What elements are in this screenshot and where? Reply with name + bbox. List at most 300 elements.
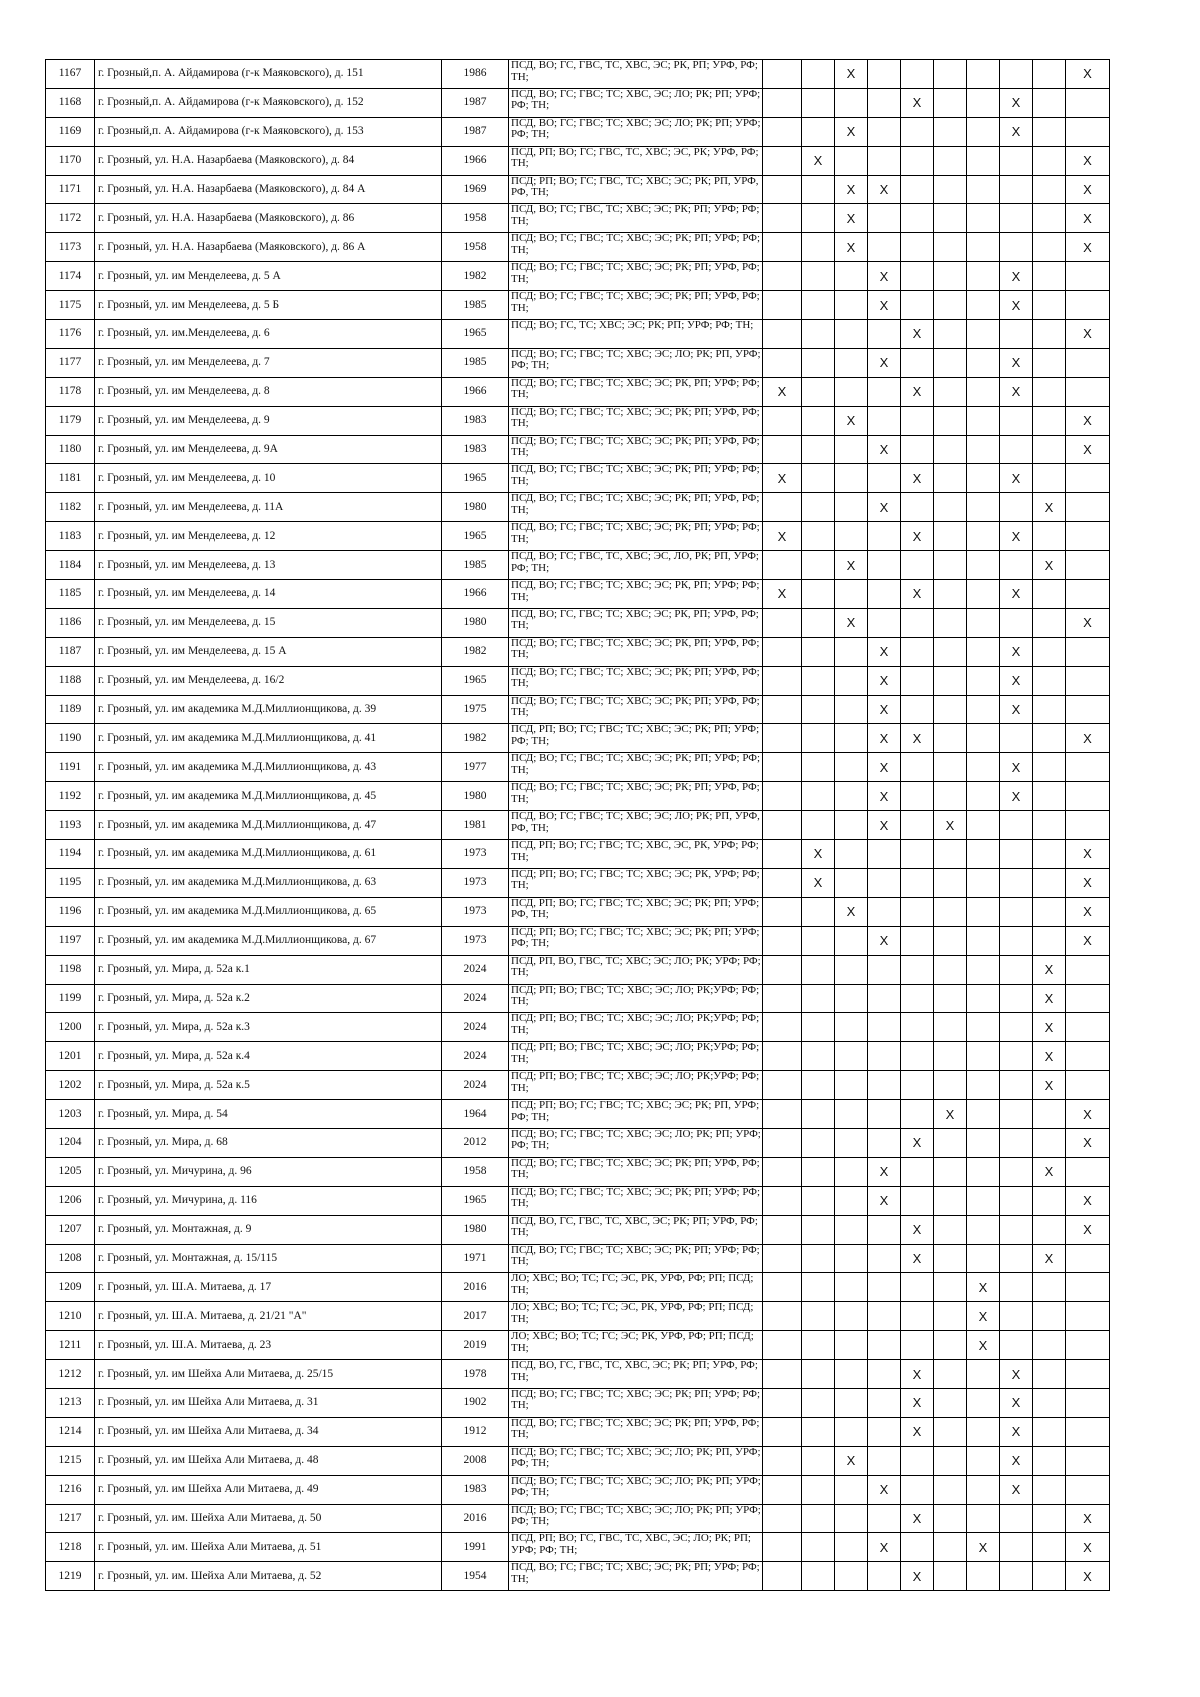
- build-year-cell: 1991: [442, 1533, 509, 1562]
- row-number: 1196: [46, 897, 95, 926]
- address-cell: г. Грозный, ул. Ш.А. Митаева, д. 21/21 "А": [95, 1302, 442, 1331]
- period-mark-cell: [835, 377, 868, 406]
- build-year-cell: 1986: [442, 60, 509, 89]
- period-mark-cell: [802, 464, 835, 493]
- period-mark-cell: [763, 1417, 802, 1446]
- period-mark-cell: X: [868, 753, 901, 782]
- period-mark-cell: [763, 840, 802, 869]
- build-year-cell: 1958: [442, 1157, 509, 1186]
- period-mark-cell: [901, 955, 934, 984]
- build-year-cell: 1965: [442, 666, 509, 695]
- period-mark-cell: [802, 1360, 835, 1389]
- period-mark-cell: [763, 666, 802, 695]
- period-mark-cell: [967, 291, 1000, 320]
- period-mark-cell: [763, 637, 802, 666]
- period-mark-cell: [934, 1388, 967, 1417]
- period-mark-cell: [1000, 1273, 1033, 1302]
- address-cell: г. Грозный, ул. им Менделеева, д. 14: [95, 580, 442, 609]
- period-mark-cell: [967, 1417, 1000, 1446]
- table-row: [46, 146, 1110, 175]
- period-mark-cell: X: [901, 377, 934, 406]
- period-mark-cell: [835, 782, 868, 811]
- period-mark-cell: [934, 551, 967, 580]
- period-mark-cell: X: [901, 88, 934, 117]
- row-number: 1194: [46, 840, 95, 869]
- period-mark-cell: [1066, 262, 1110, 291]
- period-mark-cell: X: [835, 117, 868, 146]
- period-mark-cell: X: [1033, 955, 1066, 984]
- period-mark-cell: [763, 291, 802, 320]
- period-mark-cell: X: [1000, 1388, 1033, 1417]
- row-number: 1180: [46, 435, 95, 464]
- build-year-cell: 1973: [442, 840, 509, 869]
- period-mark-cell: [1000, 1071, 1033, 1100]
- period-mark-cell: [1000, 60, 1033, 89]
- period-mark-cell: [1000, 724, 1033, 753]
- period-mark-cell: [1033, 868, 1066, 897]
- period-mark-cell: X: [868, 637, 901, 666]
- period-mark-cell: [802, 608, 835, 637]
- period-mark-cell: [1033, 262, 1066, 291]
- period-mark-cell: [967, 348, 1000, 377]
- period-mark-cell: [835, 984, 868, 1013]
- period-mark-cell: X: [835, 1446, 868, 1475]
- build-year-cell: 1982: [442, 724, 509, 753]
- address-cell: г. Грозный, ул. Мира, д. 52а к.2: [95, 984, 442, 1013]
- period-mark-cell: X: [967, 1331, 1000, 1360]
- build-year-cell: 1971: [442, 1244, 509, 1273]
- period-mark-cell: [1033, 897, 1066, 926]
- works-list-cell: ПСД, ВО; ГС; ГВС; ТС; ХВС; ЭС; РК; РП; УРФ; РФ; ТН;: [509, 1562, 763, 1591]
- period-mark-cell: [901, 1273, 934, 1302]
- period-mark-cell: [1033, 60, 1066, 89]
- build-year-cell: 1958: [442, 204, 509, 233]
- period-mark-cell: [934, 1215, 967, 1244]
- period-mark-cell: [1033, 88, 1066, 117]
- period-mark-cell: [1066, 464, 1110, 493]
- table-row: [46, 1302, 1110, 1331]
- period-mark-cell: [1000, 1215, 1033, 1244]
- period-mark-cell: X: [901, 522, 934, 551]
- period-mark-cell: [868, 1331, 901, 1360]
- period-mark-cell: X: [1033, 1071, 1066, 1100]
- period-mark-cell: X: [1000, 580, 1033, 609]
- build-year-cell: 2024: [442, 955, 509, 984]
- period-mark-cell: [763, 175, 802, 204]
- period-mark-cell: X: [868, 666, 901, 695]
- period-mark-cell: [802, 1388, 835, 1417]
- table-row: [46, 1157, 1110, 1186]
- period-mark-cell: X: [802, 146, 835, 175]
- row-number: 1204: [46, 1128, 95, 1157]
- row-number: 1214: [46, 1417, 95, 1446]
- period-mark-cell: [763, 1302, 802, 1331]
- period-mark-cell: X: [1033, 1013, 1066, 1042]
- period-mark-cell: X: [868, 1186, 901, 1215]
- period-mark-cell: [934, 435, 967, 464]
- works-list-cell: ПСД, ВО; ГС; ГВС; ТС; ХВС; ЭС; РК; РП; УРФ, РФ; ТН;: [509, 493, 763, 522]
- period-mark-cell: [802, 320, 835, 349]
- period-mark-cell: X: [1033, 551, 1066, 580]
- period-mark-cell: [967, 117, 1000, 146]
- works-list-cell: ПСД; ВО; ГС; ГВС; ТС; ХВС; ЭС; ЛО; РК; РП, УРФ; РФ; ТН;: [509, 1446, 763, 1475]
- period-mark-cell: [802, 926, 835, 955]
- build-year-cell: 1982: [442, 637, 509, 666]
- period-mark-cell: [1033, 1215, 1066, 1244]
- address-cell: г. Грозный, ул. им академика М.Д.Миллионщикова, д. 47: [95, 811, 442, 840]
- period-mark-cell: [835, 1071, 868, 1100]
- period-mark-cell: [967, 695, 1000, 724]
- period-mark-cell: [1033, 348, 1066, 377]
- period-mark-cell: [1033, 608, 1066, 637]
- period-mark-cell: [934, 1417, 967, 1446]
- period-mark-cell: [901, 262, 934, 291]
- table-row: [46, 608, 1110, 637]
- table-row: [46, 753, 1110, 782]
- period-mark-cell: [868, 464, 901, 493]
- table-row: [46, 1273, 1110, 1302]
- period-mark-cell: [763, 984, 802, 1013]
- period-mark-cell: X: [1000, 262, 1033, 291]
- table-row: [46, 175, 1110, 204]
- build-year-cell: 1987: [442, 117, 509, 146]
- period-mark-cell: X: [868, 811, 901, 840]
- period-mark-cell: [1066, 522, 1110, 551]
- table-row: [46, 1562, 1110, 1591]
- period-mark-cell: [835, 1331, 868, 1360]
- table-row: [46, 1533, 1110, 1562]
- period-mark-cell: [763, 88, 802, 117]
- works-list-cell: ПСД, ВО; ГС; ГВС; ТС; ХВС; ЭС; ЛО; РК; РП; УРФ; РФ; ТН;: [509, 117, 763, 146]
- works-list-cell: ПСД; ВО; ГС; ГВС; ТС; ХВС; ЭС; ЛО; РК; РП; УРФ; РФ; ТН;: [509, 1128, 763, 1157]
- period-mark-cell: [1033, 1128, 1066, 1157]
- period-mark-cell: [802, 897, 835, 926]
- period-mark-cell: X: [1000, 117, 1033, 146]
- period-mark-cell: [802, 1071, 835, 1100]
- period-mark-cell: X: [1066, 175, 1110, 204]
- period-mark-cell: [835, 1533, 868, 1562]
- table-row: [46, 1186, 1110, 1215]
- period-mark-cell: X: [1066, 1562, 1110, 1591]
- period-mark-cell: [1066, 1273, 1110, 1302]
- works-list-cell: ПСД; РП; ВО; ГС; ГВС; ТС; ХВС; ЭС; РК; РП, УРФ; РФ; ТН;: [509, 1100, 763, 1129]
- period-mark-cell: [1066, 695, 1110, 724]
- period-mark-cell: [835, 1302, 868, 1331]
- period-mark-cell: X: [1000, 753, 1033, 782]
- row-number: 1181: [46, 464, 95, 493]
- period-mark-cell: [934, 984, 967, 1013]
- table-row: [46, 377, 1110, 406]
- period-mark-cell: X: [1000, 88, 1033, 117]
- period-mark-cell: [1033, 291, 1066, 320]
- period-mark-cell: [763, 1273, 802, 1302]
- period-mark-cell: [967, 926, 1000, 955]
- works-list-cell: ПСД, РП; ВО; ГС; ГВС; ТС; ХВС; ЭС; РК; РП; УРФ; РФ; ТН;: [509, 724, 763, 753]
- period-mark-cell: [868, 1215, 901, 1244]
- period-mark-cell: [901, 60, 934, 89]
- period-mark-cell: [1066, 637, 1110, 666]
- period-mark-cell: [1033, 175, 1066, 204]
- period-mark-cell: [763, 1446, 802, 1475]
- works-list-cell: ПСД; ВО; ГС; ГВС; ТС; ХВС; ЭС; РК; РП; УРФ, РФ; ТН;: [509, 695, 763, 724]
- period-mark-cell: [835, 291, 868, 320]
- period-mark-cell: X: [868, 1157, 901, 1186]
- table-row: [46, 955, 1110, 984]
- period-mark-cell: [868, 377, 901, 406]
- period-mark-cell: [1000, 1157, 1033, 1186]
- build-year-cell: 2016: [442, 1504, 509, 1533]
- period-mark-cell: [1033, 233, 1066, 262]
- period-mark-cell: [934, 666, 967, 695]
- period-mark-cell: X: [901, 1417, 934, 1446]
- period-mark-cell: [1066, 1071, 1110, 1100]
- works-list-cell: ПСД; ВО; ГС; ГВС; ТС; ХВС; ЭС; РК; РП; УРФ; РФ; ТН;: [509, 1186, 763, 1215]
- period-mark-cell: X: [967, 1533, 1000, 1562]
- period-mark-cell: X: [967, 1273, 1000, 1302]
- period-mark-cell: [901, 1013, 934, 1042]
- address-cell: г. Грозный,п. А. Айдамирова (г-к Маяковского), д. 151: [95, 60, 442, 89]
- period-mark-cell: [901, 406, 934, 435]
- period-mark-cell: [967, 1475, 1000, 1504]
- period-mark-cell: [802, 1562, 835, 1591]
- period-mark-cell: X: [1066, 1128, 1110, 1157]
- table-row: [46, 1042, 1110, 1071]
- address-cell: г. Грозный, ул. им академика М.Д.Миллионщикова, д. 65: [95, 897, 442, 926]
- period-mark-cell: X: [901, 1388, 934, 1417]
- period-mark-cell: [868, 1302, 901, 1331]
- period-mark-cell: [934, 377, 967, 406]
- period-mark-cell: X: [901, 1244, 934, 1273]
- period-mark-cell: X: [1000, 291, 1033, 320]
- period-mark-cell: [934, 637, 967, 666]
- works-list-cell: ПСД; РП; ВО; ГС; ГВС; ТС; ХВС; ЭС; РК; РП; УРФ; РФ; ТН;: [509, 926, 763, 955]
- period-mark-cell: [901, 753, 934, 782]
- period-mark-cell: [1000, 811, 1033, 840]
- period-mark-cell: [802, 522, 835, 551]
- row-number: 1168: [46, 88, 95, 117]
- works-list-cell: ПСД; ВО; ГС, ТС; ХВС; ЭС; РК; РП; УРФ; РФ; ТН;: [509, 320, 763, 349]
- period-mark-cell: X: [1066, 1186, 1110, 1215]
- period-mark-cell: [802, 1013, 835, 1042]
- period-mark-cell: [835, 1388, 868, 1417]
- period-mark-cell: [1066, 117, 1110, 146]
- works-list-cell: ПСД; РП; ВО; ГС; ГВС; ТС; ХВС; ЭС; РК, УРФ; РФ; ТН;: [509, 868, 763, 897]
- period-mark-cell: [967, 724, 1000, 753]
- build-year-cell: 1985: [442, 291, 509, 320]
- period-mark-cell: [1000, 868, 1033, 897]
- period-mark-cell: X: [1066, 320, 1110, 349]
- period-mark-cell: [1000, 1533, 1033, 1562]
- row-number: 1174: [46, 262, 95, 291]
- period-mark-cell: [763, 695, 802, 724]
- period-mark-cell: [802, 580, 835, 609]
- period-mark-cell: [1066, 1042, 1110, 1071]
- period-mark-cell: [835, 840, 868, 869]
- period-mark-cell: [763, 1071, 802, 1100]
- period-mark-cell: [1033, 753, 1066, 782]
- works-list-cell: ПСД; ВО; ГС; ГВС; ТС; ХВС; ЭС; ЛО; РК; РП; УРФ; РФ; ТН;: [509, 1475, 763, 1504]
- period-mark-cell: [934, 406, 967, 435]
- period-mark-cell: [763, 262, 802, 291]
- period-mark-cell: [934, 1504, 967, 1533]
- period-mark-cell: [1033, 1417, 1066, 1446]
- period-mark-cell: [934, 60, 967, 89]
- period-mark-cell: X: [1000, 695, 1033, 724]
- period-mark-cell: X: [901, 1504, 934, 1533]
- period-mark-cell: X: [763, 580, 802, 609]
- row-number: 1209: [46, 1273, 95, 1302]
- period-mark-cell: [1066, 1360, 1110, 1389]
- period-mark-cell: [802, 60, 835, 89]
- works-list-cell: ПСД; ВО; ГС; ГВС; ТС; ХВС; ЭС; РК; РП; УРФ, РФ; ТН;: [509, 782, 763, 811]
- period-mark-cell: [1066, 984, 1110, 1013]
- address-cell: г. Грозный, ул. им. Шейха Али Митаева, д. 50: [95, 1504, 442, 1533]
- period-mark-cell: X: [1033, 493, 1066, 522]
- row-number: 1206: [46, 1186, 95, 1215]
- works-list-cell: ПСД; РП; ВО; ГС; ГВС, ТС; ХВС; ЭС; РК; РП, УРФ, РФ, ТН;: [509, 175, 763, 204]
- period-mark-cell: [868, 984, 901, 1013]
- period-mark-cell: [967, 146, 1000, 175]
- period-mark-cell: [802, 811, 835, 840]
- period-mark-cell: [1033, 840, 1066, 869]
- address-cell: г. Грозный, ул. Монтажная, д. 9: [95, 1215, 442, 1244]
- table-row: [46, 435, 1110, 464]
- row-number: 1167: [46, 60, 95, 89]
- period-mark-cell: [901, 897, 934, 926]
- period-mark-cell: [868, 580, 901, 609]
- period-mark-cell: X: [763, 522, 802, 551]
- period-mark-cell: X: [868, 1475, 901, 1504]
- build-year-cell: 1958: [442, 233, 509, 262]
- period-mark-cell: [835, 1562, 868, 1591]
- period-mark-cell: [934, 88, 967, 117]
- address-cell: г. Грозный, ул. им академика М.Д.Миллионщикова, д. 63: [95, 868, 442, 897]
- row-number: 1191: [46, 753, 95, 782]
- build-year-cell: 1965: [442, 320, 509, 349]
- address-cell: г. Грозный, ул. им Менделеева, д. 10: [95, 464, 442, 493]
- build-year-cell: 1987: [442, 88, 509, 117]
- period-mark-cell: [934, 1475, 967, 1504]
- works-list-cell: ПСД; ВО; ГС; ГВС; ТС; ХВС; ЭС; РК, РП; УРФ, РФ; ТН;: [509, 637, 763, 666]
- period-mark-cell: X: [868, 782, 901, 811]
- row-number: 1183: [46, 522, 95, 551]
- build-year-cell: 1975: [442, 695, 509, 724]
- period-mark-cell: [967, 666, 1000, 695]
- period-mark-cell: [901, 348, 934, 377]
- period-mark-cell: X: [901, 320, 934, 349]
- period-mark-cell: X: [1066, 1100, 1110, 1129]
- period-mark-cell: [1000, 897, 1033, 926]
- period-mark-cell: [1000, 320, 1033, 349]
- period-mark-cell: [1000, 1331, 1033, 1360]
- period-mark-cell: [901, 782, 934, 811]
- table-row: [46, 637, 1110, 666]
- period-mark-cell: [835, 1244, 868, 1273]
- period-mark-cell: [1066, 1302, 1110, 1331]
- period-mark-cell: [763, 320, 802, 349]
- address-cell: г. Грозный, ул. им Менделеева, д. 13: [95, 551, 442, 580]
- period-mark-cell: [1033, 1302, 1066, 1331]
- row-number: 1202: [46, 1071, 95, 1100]
- build-year-cell: 1981: [442, 811, 509, 840]
- period-mark-cell: [1066, 88, 1110, 117]
- period-mark-cell: [901, 1533, 934, 1562]
- period-mark-cell: [967, 811, 1000, 840]
- period-mark-cell: [835, 1504, 868, 1533]
- period-mark-cell: [901, 1100, 934, 1129]
- row-number: 1215: [46, 1446, 95, 1475]
- period-mark-cell: [934, 1042, 967, 1071]
- period-mark-cell: [967, 1157, 1000, 1186]
- period-mark-cell: [763, 1244, 802, 1273]
- period-mark-cell: [868, 1388, 901, 1417]
- build-year-cell: 1965: [442, 522, 509, 551]
- row-number: 1192: [46, 782, 95, 811]
- period-mark-cell: [1000, 233, 1033, 262]
- period-mark-cell: [1000, 984, 1033, 1013]
- period-mark-cell: [868, 897, 901, 926]
- period-mark-cell: [763, 1215, 802, 1244]
- period-mark-cell: [802, 1215, 835, 1244]
- table-row: [46, 522, 1110, 551]
- period-mark-cell: [802, 348, 835, 377]
- build-year-cell: 2024: [442, 1042, 509, 1071]
- address-cell: г. Грозный, ул. Мира, д. 54: [95, 1100, 442, 1129]
- period-mark-cell: [967, 897, 1000, 926]
- period-mark-cell: [934, 117, 967, 146]
- period-mark-cell: [1066, 955, 1110, 984]
- period-mark-cell: [763, 1504, 802, 1533]
- period-mark-cell: [835, 955, 868, 984]
- period-mark-cell: [1000, 1302, 1033, 1331]
- period-mark-cell: [868, 1244, 901, 1273]
- period-mark-cell: [967, 1042, 1000, 1071]
- address-cell: г. Грозный, ул. им академика М.Д.Миллионщикова, д. 61: [95, 840, 442, 869]
- period-mark-cell: X: [901, 1562, 934, 1591]
- address-cell: г. Грозный, ул. Н.А. Назарбаева (Маяковского), д. 84 А: [95, 175, 442, 204]
- period-mark-cell: [868, 233, 901, 262]
- table-row: [46, 1071, 1110, 1100]
- address-cell: г. Грозный, ул. Мира, д. 52а к.3: [95, 1013, 442, 1042]
- address-cell: г. Грозный, ул. Мичурина, д. 116: [95, 1186, 442, 1215]
- address-cell: г. Грозный, ул. им Менделеева, д. 7: [95, 348, 442, 377]
- table-row: [46, 60, 1110, 89]
- address-cell: г. Грозный, ул. им академика М.Д.Миллионщикова, д. 43: [95, 753, 442, 782]
- works-list-cell: ПСД; РП; ВО; ГВС; ТС; ХВС; ЭС; ЛО; РК;УРФ; РФ; ТН;: [509, 1042, 763, 1071]
- period-mark-cell: X: [1066, 608, 1110, 637]
- period-mark-cell: [934, 608, 967, 637]
- period-mark-cell: [868, 1360, 901, 1389]
- table-row: [46, 117, 1110, 146]
- row-number: 1175: [46, 291, 95, 320]
- period-mark-cell: [934, 233, 967, 262]
- period-mark-cell: [763, 1157, 802, 1186]
- period-mark-cell: X: [901, 580, 934, 609]
- table-row: [46, 1417, 1110, 1446]
- period-mark-cell: X: [1066, 1504, 1110, 1533]
- period-mark-cell: [1066, 1417, 1110, 1446]
- period-mark-cell: [1066, 1475, 1110, 1504]
- row-number: 1207: [46, 1215, 95, 1244]
- row-number: 1210: [46, 1302, 95, 1331]
- period-mark-cell: [763, 117, 802, 146]
- row-number: 1177: [46, 348, 95, 377]
- build-year-cell: 1969: [442, 175, 509, 204]
- row-number: 1184: [46, 551, 95, 580]
- period-mark-cell: [967, 493, 1000, 522]
- period-mark-cell: [835, 320, 868, 349]
- table-row: [46, 493, 1110, 522]
